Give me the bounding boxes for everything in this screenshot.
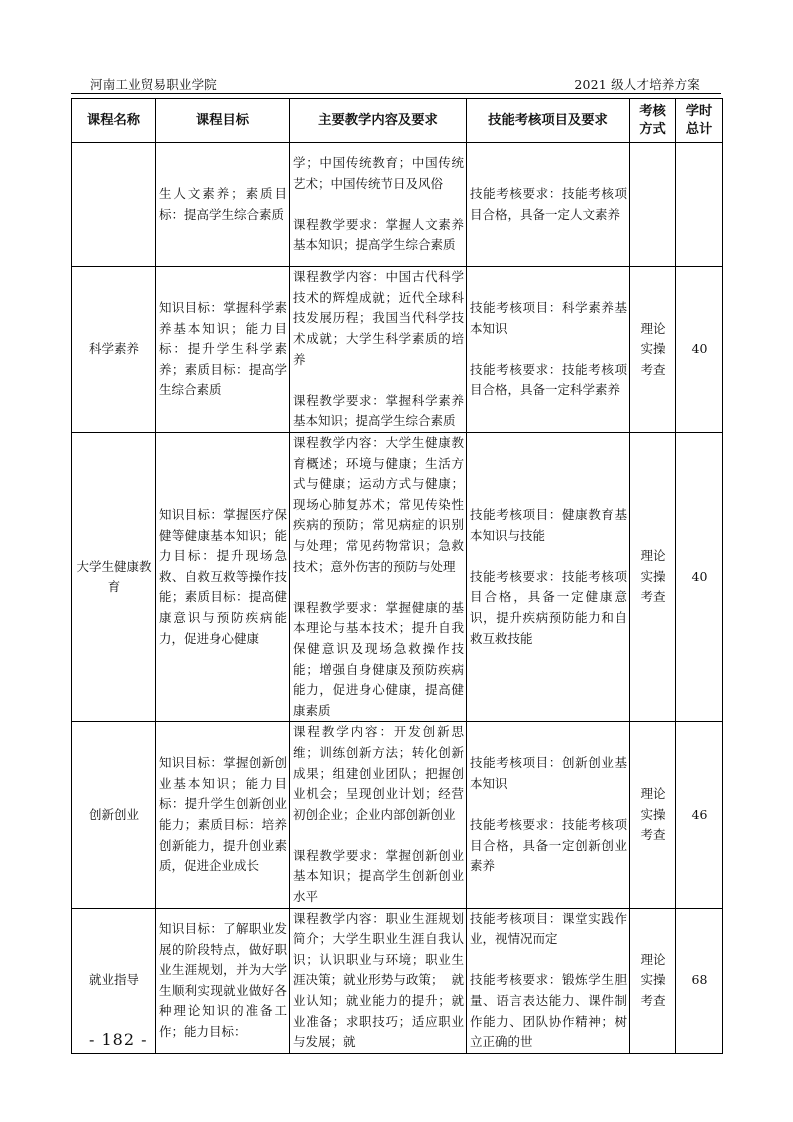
header-exam-line: 方式 — [639, 121, 666, 137]
skill-paragraph: 技能考核要求：技能考核项目合格，具备一定创新创业素养 — [470, 816, 627, 874]
exam-method-cell — [630, 433, 676, 722]
teaching-content-cell — [290, 143, 467, 267]
exam-method-line: 理论 — [640, 320, 666, 336]
header-school-name: 河南工业贸易职业学院 — [90, 77, 218, 92]
content-paragraph: 课程教学内容：中国古代科学技术的辉煌成就；近代全球科技发展历程；我国当代科学技术成就；大学生科学素质的培养 — [293, 269, 464, 367]
skill-paragraph: 技能考核要求：技能考核项目合格，具备一定健康意识，提升疾病预防能力和自救互救技能 — [470, 568, 627, 646]
header-teaching-content: 主要教学内容及要求 — [290, 99, 467, 143]
course-goal-cell: 知识目标：掌握医疗保健等健康基本知识；能力目标：提升现场急救、自救互救等操作技能；素质目标：提高健康意识与预防疾病能力，促进身心健康 — [156, 433, 290, 722]
teaching-content-cell — [290, 722, 467, 908]
skill-paragraph: 技能考核要求：技能考核项目合格，具备一定科学素养 — [470, 361, 627, 398]
exam-method-line: 实操 — [640, 972, 666, 988]
content-paragraph: 学；中国传统教育；中国传统艺术；中国传统节日及风俗 — [293, 155, 464, 191]
header-document-title: 2021 级人才培养方案 — [574, 77, 700, 92]
table-row — [72, 433, 723, 722]
course-goal-cell: 知识目标：了解职业发展的阶段特点，做好职业生涯规划，并为大学生顺利实现就业做好各种理论知识的准备工作；能力目标： — [156, 908, 290, 1053]
skill-assessment-cell — [467, 143, 630, 267]
header-total-hours — [676, 99, 723, 143]
teaching-content-cell — [290, 433, 467, 722]
exam-method-cell — [630, 143, 676, 267]
header-course-goal: 课程目标 — [156, 99, 290, 143]
course-name-cell — [72, 143, 156, 267]
header-exam-method — [630, 99, 676, 143]
course-goal-cell: 知识目标：掌握创新创业基本知识；能力目标：提升学生创新创业能力；素质目标：培养创新能力，提升创业素质，促进企业成长 — [156, 722, 290, 908]
course-name-cell: 大学生健康教育 — [72, 433, 156, 722]
course-goal-cell: 知识目标：掌握科学素养基本知识；能力目标：提升学生科学素养；素质目标：提高学生综合素质 — [156, 267, 290, 433]
content-paragraph: 课程教学要求：掌握健康的基本理论与基本技术；提升自我保健意识及现场急救操作技能；增强自身健康及预防疾病能力，促进身心健康，提高健康素质 — [293, 599, 464, 718]
exam-method-line: 考查 — [640, 993, 666, 1009]
content-paragraph: 课程教学要求：掌握人文素养基本知识；提高学生综合素质 — [293, 216, 464, 253]
exam-method-line: 考查 — [640, 589, 666, 605]
content-paragraph: 课程教学要求：掌握科学素养基本知识；提高学生综合素质 — [293, 392, 464, 429]
skill-paragraph: 技能考核要求：技能考核项目合格，具备一定人文素养 — [470, 185, 627, 222]
skill-paragraph: 技能考核要求：锻炼学生胆量、语言表达能力、课件制作能力、团队协作精神；树立正确的世 — [470, 972, 627, 1050]
header-exam-line: 考核 — [639, 103, 666, 119]
exam-method-line: 理论 — [640, 548, 666, 564]
course-goal-cell: 生人文素养；素质目标：提高学生综合素质 — [156, 143, 290, 267]
header-hours-line: 学时 — [685, 103, 713, 119]
content-paragraph: 课程教学要求：掌握创新创业基本知识；提高学生创新创业水平 — [293, 847, 464, 905]
content-paragraph: 课程教学内容：开发创新思维；训练创新方法；转化创新成果；组建创业团队；把握创业机会；呈现创业计划；经营初创企业；企业内部创新创业 — [293, 724, 464, 822]
table-row — [72, 267, 723, 433]
exam-method-line: 考查 — [640, 361, 666, 377]
skill-paragraph: 技能考核项目：健康教育基本知识与技能 — [470, 507, 627, 543]
skill-assessment-cell — [467, 908, 630, 1053]
exam-method-cell — [630, 267, 676, 433]
page-number: - 182 - — [89, 1030, 148, 1049]
header-hours-line: 总计 — [685, 121, 713, 137]
header-course-name: 课程名称 — [72, 99, 156, 143]
teaching-content-cell — [290, 908, 467, 1053]
skill-assessment-cell — [467, 267, 630, 433]
course-name-cell: 就业指导 — [72, 908, 156, 1053]
header-rule — [71, 93, 721, 94]
total-hours-cell — [676, 143, 723, 267]
exam-method-line: 考查 — [640, 827, 666, 843]
skill-assessment-cell — [467, 433, 630, 722]
exam-method-line: 实操 — [640, 568, 666, 584]
total-hours-cell: 40 — [676, 267, 723, 433]
header-skill-assessment: 技能考核项目及要求 — [467, 99, 630, 143]
skill-paragraph: 技能考核项目：科学素养基本知识 — [470, 300, 627, 336]
total-hours-cell: 68 — [676, 908, 723, 1053]
teaching-content-cell — [290, 267, 467, 433]
skill-paragraph: 技能考核项目：创新创业基本知识 — [470, 755, 627, 791]
exam-method-cell — [630, 908, 676, 1053]
table-header-row — [72, 99, 723, 143]
content-paragraph: 课程教学内容：职业生涯规划简介；大学生职业生涯自我认识；认识职业与环境；职业生涯决策；就业形势与政策； 就业认知；就业能力的提升；就业准备；求职技巧；适应职业与发展；就 — [293, 910, 464, 1050]
course-name-cell: 创新创业 — [72, 722, 156, 908]
table-row — [72, 143, 723, 267]
table-row — [72, 908, 723, 1053]
table-row — [72, 722, 723, 908]
exam-method-line: 实操 — [640, 341, 666, 357]
skill-assessment-cell — [467, 722, 630, 908]
content-paragraph: 课程教学内容：大学生健康教育概述；环境与健康；生活方式与健康；运动方式与健康；现场心肺复苏术；常见传染性疾病的预防；常见病症的识别与处理；常见药物常识；急救技术；意外伤害的预防与处理 — [293, 435, 464, 574]
total-hours-cell: 40 — [676, 433, 723, 722]
skill-paragraph: 技能考核项目：课堂实践作业，视情况而定 — [470, 910, 627, 947]
exam-method-line: 实操 — [640, 806, 666, 822]
exam-method-line: 理论 — [640, 951, 666, 967]
exam-method-line: 理论 — [640, 786, 666, 802]
course-name-cell: 科学素养 — [72, 267, 156, 433]
exam-method-cell — [630, 722, 676, 908]
total-hours-cell: 46 — [676, 722, 723, 908]
course-table — [71, 98, 723, 1054]
